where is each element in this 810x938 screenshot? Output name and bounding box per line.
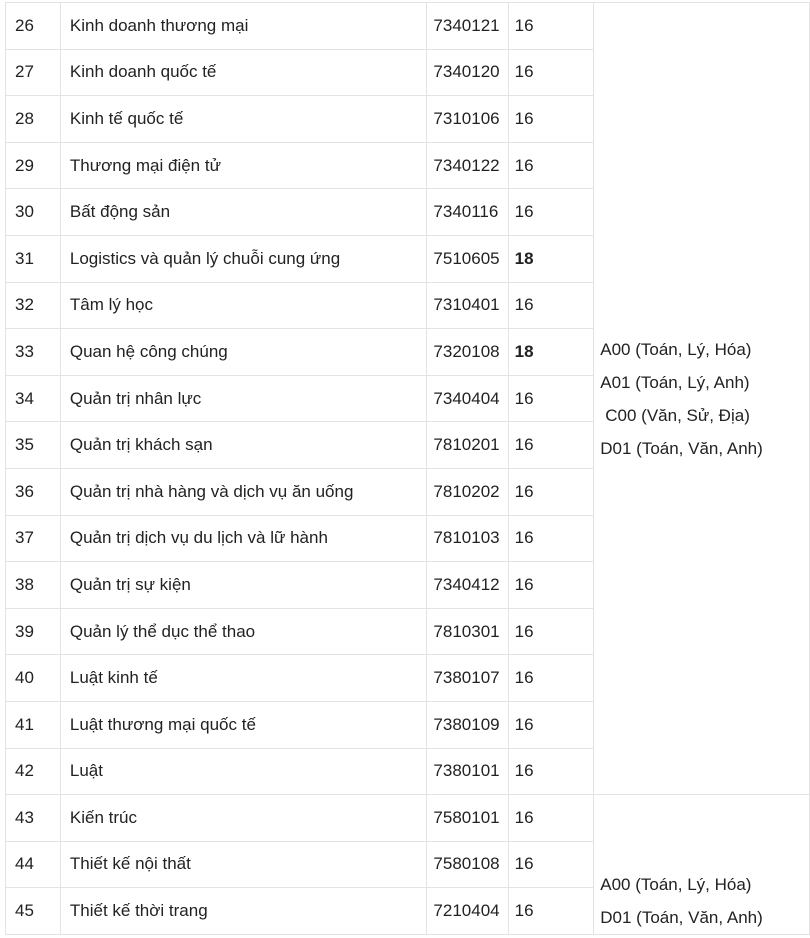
major-code: 7320108: [427, 329, 508, 376]
major-name: Thiết kế thời trang: [60, 888, 427, 935]
major-name: Tâm lý học: [60, 282, 427, 329]
major-name: Kinh tế quốc tế: [60, 96, 427, 143]
subject-combinations: [594, 795, 810, 935]
major-name: Logistics và quản lý chuỗi cung ứng: [60, 235, 427, 282]
major-name: Quản trị nhân lực: [60, 375, 427, 422]
row-number: 29: [6, 142, 61, 189]
row-number: 41: [6, 701, 61, 748]
admission-score: 16: [508, 655, 594, 702]
major-name: Luật thương mại quốc tế: [60, 701, 427, 748]
admission-score: 16: [508, 375, 594, 422]
major-code: 7380101: [427, 748, 508, 795]
row-number: 32: [6, 282, 61, 329]
major-code: 7340121: [427, 3, 508, 50]
admission-score: 16: [508, 422, 594, 469]
row-number: 26: [6, 3, 61, 50]
major-code: 7580108: [427, 841, 508, 888]
row-number: 44: [6, 841, 61, 888]
admission-scores-table: [5, 2, 810, 935]
major-name: Quản trị sự kiện: [60, 562, 427, 609]
major-name: Kinh doanh quốc tế: [60, 49, 427, 96]
admission-score: 16: [508, 3, 594, 50]
combination-line: D01 (Toán, Văn, Anh): [600, 907, 763, 927]
row-number: 28: [6, 96, 61, 143]
admission-score: 16: [508, 701, 594, 748]
row-number: 27: [6, 49, 61, 96]
admission-score: 16: [508, 562, 594, 609]
major-name: Quan hệ công chúng: [60, 329, 427, 376]
major-code: 7810201: [427, 422, 508, 469]
major-name: Bất động sản: [60, 189, 427, 236]
row-number: 38: [6, 562, 61, 609]
major-code: 7340404: [427, 375, 508, 422]
admission-score: 16: [508, 468, 594, 515]
major-name: Thiết kế nội thất: [60, 841, 427, 888]
admission-score: 16: [508, 795, 594, 842]
major-name: Quản lý thể dục thể thao: [60, 608, 427, 655]
major-code: 7510605: [427, 235, 508, 282]
major-code: 7340122: [427, 142, 508, 189]
row-number: 40: [6, 655, 61, 702]
major-name: Luật kinh tế: [60, 655, 427, 702]
major-name: Thương mại điện tử: [60, 142, 427, 189]
combination-line: A00 (Toán, Lý, Hóa): [600, 339, 752, 359]
major-code: 7810301: [427, 608, 508, 655]
major-name: Kinh doanh thương mại: [60, 3, 427, 50]
subject-combinations: [594, 3, 810, 795]
table-body: [6, 3, 810, 935]
admission-score: 16: [508, 515, 594, 562]
major-code: 7580101: [427, 795, 508, 842]
row-number: 34: [6, 375, 61, 422]
admission-score: 16: [508, 608, 594, 655]
combination-line: D01 (Toán, Văn, Anh): [600, 438, 763, 458]
row-number: 33: [6, 329, 61, 376]
admission-score: 16: [508, 96, 594, 143]
combination-line: C00 (Văn, Sử, Địa): [605, 405, 750, 425]
admission-score: 16: [508, 888, 594, 935]
row-number: 36: [6, 468, 61, 515]
major-code: 7810103: [427, 515, 508, 562]
admission-score: 16: [508, 142, 594, 189]
admission-score: 16: [508, 189, 594, 236]
table-row: [6, 3, 810, 50]
admission-score: 16: [508, 748, 594, 795]
table-row: [6, 795, 810, 842]
major-code: 7310106: [427, 96, 508, 143]
admission-score: 18: [508, 329, 594, 376]
major-code: 7380109: [427, 701, 508, 748]
major-name: Luật: [60, 748, 427, 795]
row-number: 45: [6, 888, 61, 935]
row-number: 42: [6, 748, 61, 795]
row-number: 43: [6, 795, 61, 842]
major-code: 7340412: [427, 562, 508, 609]
combination-line: A00 (Toán, Lý, Hóa): [600, 874, 752, 894]
admission-score: 16: [508, 282, 594, 329]
combination-line: A01 (Toán, Lý, Anh): [600, 372, 750, 392]
admission-score: 16: [508, 49, 594, 96]
admission-score: 16: [508, 841, 594, 888]
major-name: Kiến trúc: [60, 795, 427, 842]
major-code: 7340120: [427, 49, 508, 96]
major-code: 7310401: [427, 282, 508, 329]
row-number: 39: [6, 608, 61, 655]
major-name: Quản trị nhà hàng và dịch vụ ăn uống: [60, 468, 427, 515]
row-number: 30: [6, 189, 61, 236]
major-code: 7810202: [427, 468, 508, 515]
admission-score: 18: [508, 235, 594, 282]
major-code: 7340116: [427, 189, 508, 236]
major-code: 7380107: [427, 655, 508, 702]
major-name: Quản trị dịch vụ du lịch và lữ hành: [60, 515, 427, 562]
major-name: Quản trị khách sạn: [60, 422, 427, 469]
row-number: 37: [6, 515, 61, 562]
row-number: 35: [6, 422, 61, 469]
row-number: 31: [6, 235, 61, 282]
major-code: 7210404: [427, 888, 508, 935]
